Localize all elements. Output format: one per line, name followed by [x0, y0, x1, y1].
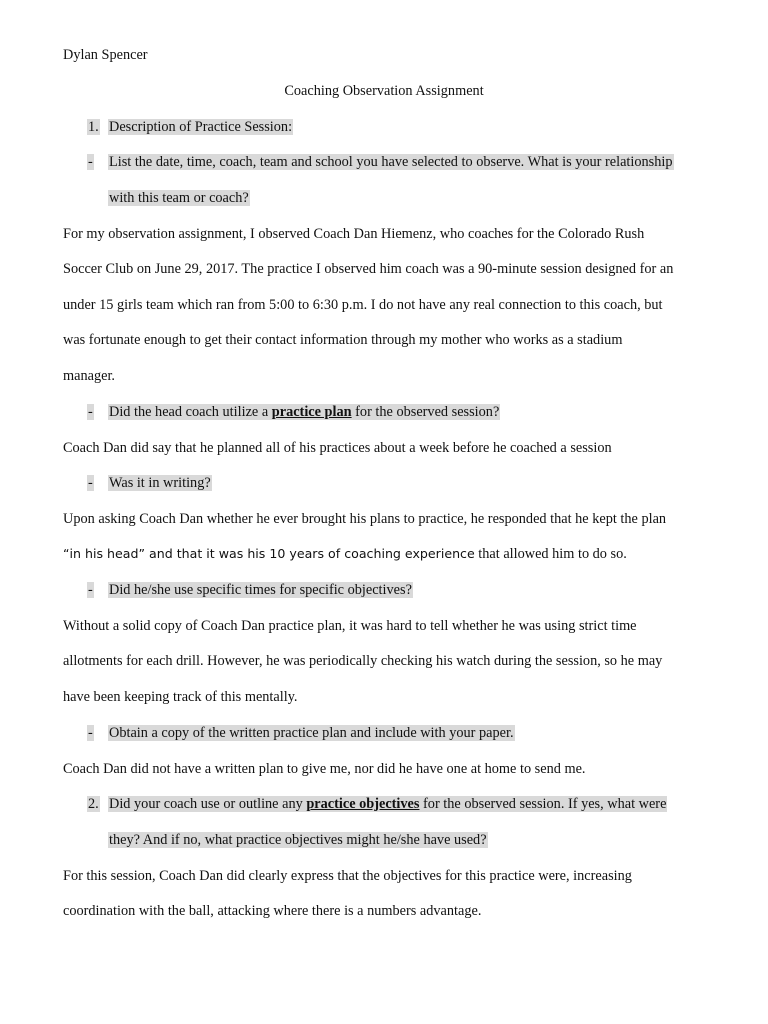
practice-objectives-term: practice objectives [306, 796, 420, 812]
answer-1-line: Soccer Club on June 29, 2017. The practice I observed him coach was a 90-minute session designed for an [63, 261, 674, 277]
answer-1-line: manager. [63, 368, 116, 384]
question-2: Did the head coach utilize a practice plan for the observed session? [109, 404, 500, 420]
section-1-heading: Description of Practice Session: [109, 119, 293, 135]
question-4-dash: - [88, 582, 93, 598]
answer-4-line: Without a solid copy of Coach Dan practice plan, it was hard to tell whether he was using strict time [63, 618, 637, 634]
section-1-number: 1. [88, 119, 99, 135]
question-1-line-2: with this team or coach? [109, 190, 249, 206]
document-title: Coaching Observation Assignment [284, 83, 484, 99]
question-5-dash: - [88, 725, 93, 741]
answer-3-line-2: “in his head” and that it was his 10 years of coaching experience that allowed him to do so. [63, 546, 627, 562]
answer-1-line: For my observation assignment, I observed Coach Dan Hiemenz, who coaches for the Colorado Rush [63, 226, 645, 242]
section-2-question-line-1: Did your coach use or outline any practice objectives for the observed session. If yes, what were [109, 796, 667, 812]
answer-1-line: was fortunate enough to get their contact information through my mother who works as a stadium [63, 332, 623, 348]
question-1-dash: - [88, 154, 93, 170]
question-1-line-1: List the date, time, coach, team and school you have selected to observe. What is your relationship [109, 154, 673, 170]
question-5: Obtain a copy of the written practice plan and include with your paper. [109, 725, 514, 741]
answer-2: Coach Dan did say that he planned all of his practices about a week before he coached a session [63, 440, 612, 456]
question-4: Did he/she use specific times for specific objectives? [109, 582, 412, 598]
section-2-number: 2. [88, 796, 99, 812]
answer-3-line-1: Upon asking Coach Dan whether he ever brought his plans to practice, he responded that he kept the plan [63, 511, 667, 527]
answer-4-line: allotments for each drill. However, he was periodically checking his watch during the session, so he may [63, 653, 663, 669]
section-2-answer-line: coordination with the ball, attacking where there is a numbers advantage. [63, 903, 482, 919]
author-name: Dylan Spencer [63, 47, 148, 63]
section-2-question-line-2: they? And if no, what practice objectives might he/she have used? [109, 832, 487, 848]
question-3-dash: - [88, 475, 93, 491]
question-3: Was it in writing? [109, 475, 211, 491]
answer-5: Coach Dan did not have a written plan to give me, nor did he have one at home to send me. [63, 761, 586, 777]
question-2-dash: - [88, 404, 93, 420]
answer-1-line: under 15 girls team which ran from 5:00 to 6:30 p.m. I do not have any real connection to this coach, but [63, 297, 663, 313]
practice-plan-term: practice plan [271, 404, 352, 420]
answer-4-line: have been keeping track of this mentally. [63, 689, 298, 705]
section-2-answer-line: For this session, Coach Dan did clearly express that the objectives for this practice were, increasing [63, 868, 632, 884]
